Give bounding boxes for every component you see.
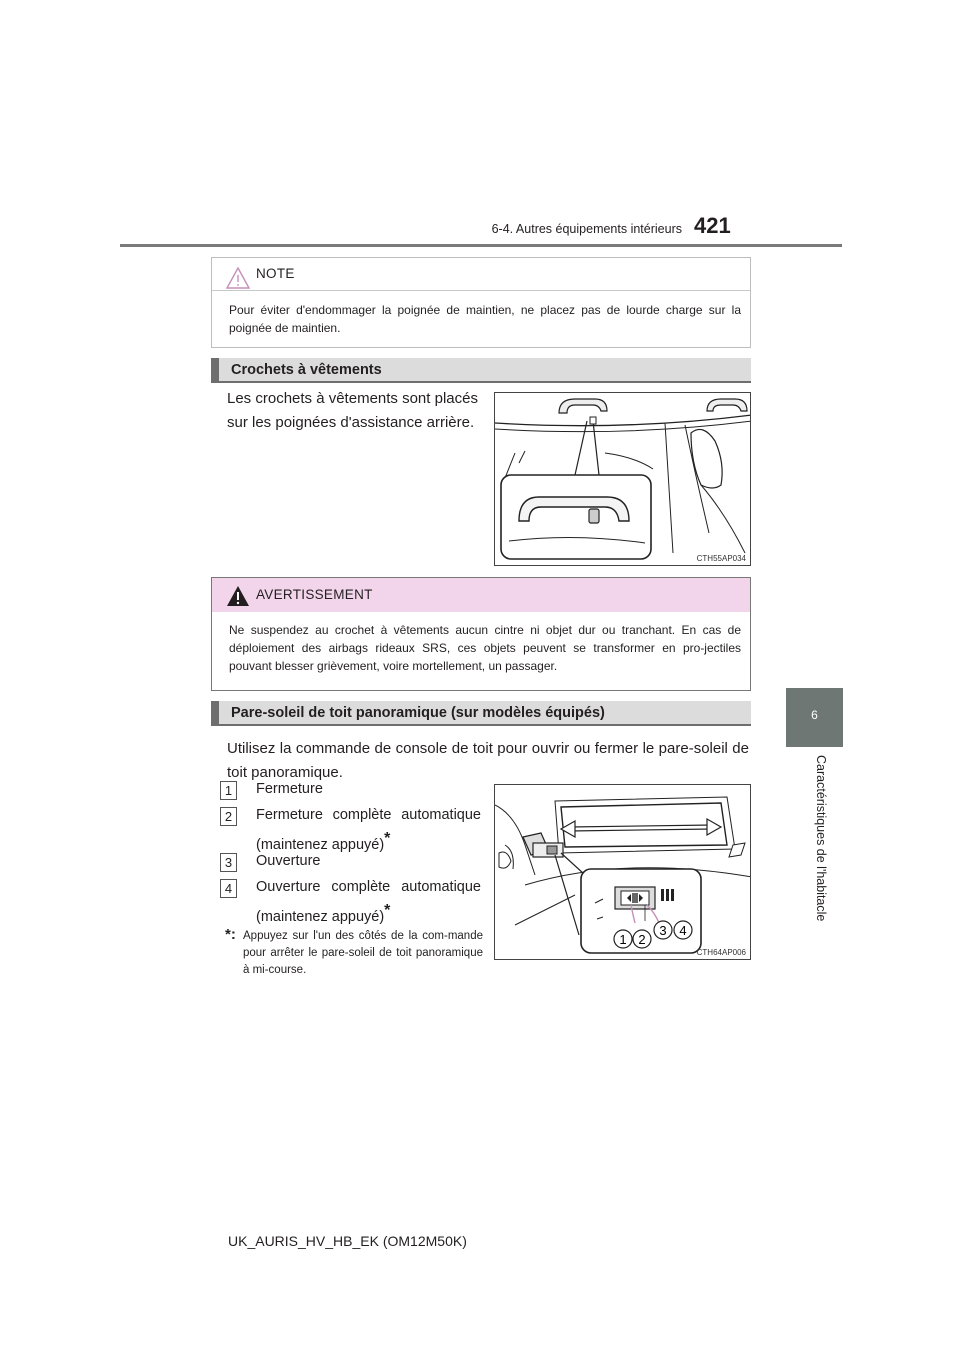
sunshade-intro: Utilisez la commande de console de toit pour ouvrir ou fermer le pare-soleil de toit panoramique. xyxy=(227,740,749,781)
roof-console-illustration xyxy=(494,784,751,960)
warning-box xyxy=(211,577,751,691)
section-heading-sunshade xyxy=(211,701,751,726)
note-divider xyxy=(212,290,750,291)
chapter-tab xyxy=(786,688,843,747)
item-text-1 xyxy=(256,778,481,801)
page-number: 421 xyxy=(694,213,731,238)
warning-triangle-icon xyxy=(226,585,250,607)
figure-code: CTH64AP006 xyxy=(696,948,746,957)
item-number-2: 2 xyxy=(220,807,237,826)
section-heading-text: Crochets à vêtements xyxy=(231,362,382,378)
footer-model-code: UK_AURIS_HV_HB_EK (OM12M50K) xyxy=(228,1233,467,1249)
section-heading-coat-hooks xyxy=(211,358,751,383)
item-text-2 xyxy=(256,804,481,857)
item-label: Fermeture complète automatique (maintenez appuyé) xyxy=(256,807,481,853)
running-header-section: 6-4. Autres équipements intérieurs xyxy=(491,222,682,236)
note-box xyxy=(211,257,751,348)
coat-hooks-body: Les crochets à vêtements sont placés sur les poignées d'assistance arrière. xyxy=(227,390,478,431)
item-number-1: 1 xyxy=(220,781,237,800)
figure-code: CTH55AP034 xyxy=(696,554,746,563)
item-text-3 xyxy=(256,850,481,873)
section-heading-text: Pare-soleil de toit panoramique (sur modèles équipés) xyxy=(231,705,605,721)
header-rule xyxy=(120,244,842,247)
note-title: NOTE xyxy=(256,266,295,281)
note-text: Pour éviter d'endommager la poignée de maintien, ne placez pas de lourde charge sur la poignée de maintien. xyxy=(229,303,741,335)
callout-3: 3 xyxy=(659,923,667,938)
chapter-number: 6 xyxy=(811,708,818,722)
warning-header xyxy=(212,578,750,612)
caution-outline-icon xyxy=(226,267,250,289)
callout-1: 1 xyxy=(619,932,627,947)
item-label: Ouverture complète automatique (maintenez appuyé) xyxy=(256,879,481,925)
coat-hook-illustration xyxy=(494,392,751,566)
footnote-text: Appuyez sur l'un des côtés de la com-mande pour arrêter le pare-soleil de toit panoramique à mi-course. xyxy=(243,930,483,976)
roof-console-drawing xyxy=(495,785,751,960)
callout-4: 4 xyxy=(679,923,687,938)
warning-text: Ne suspendez au crochet à vêtements aucun cintre ni objet dur ou tranchant. En cas de déploiement des airbags rideaux SRS, ces objets peuvent se transformer en pro-jectiles pouvant blesser grièvement, voire mortellement, un passager. xyxy=(229,623,741,673)
footnote-star: * xyxy=(384,902,391,919)
footnote-star: * xyxy=(384,830,391,847)
warning-title: AVERTISSEMENT xyxy=(256,587,373,602)
coat-hook-drawing xyxy=(495,393,751,566)
item-label: Fermeture xyxy=(256,781,323,797)
note-header xyxy=(212,258,750,300)
item-text-4 xyxy=(256,876,481,929)
callout-2: 2 xyxy=(638,932,646,947)
chapter-title: Caractéristiques de l'habitacle xyxy=(814,755,828,922)
item-number-3: 3 xyxy=(220,853,237,872)
item-number-4: 4 xyxy=(220,879,237,898)
footnote-mark: *: xyxy=(225,926,236,943)
item-label: Ouverture xyxy=(256,853,321,869)
